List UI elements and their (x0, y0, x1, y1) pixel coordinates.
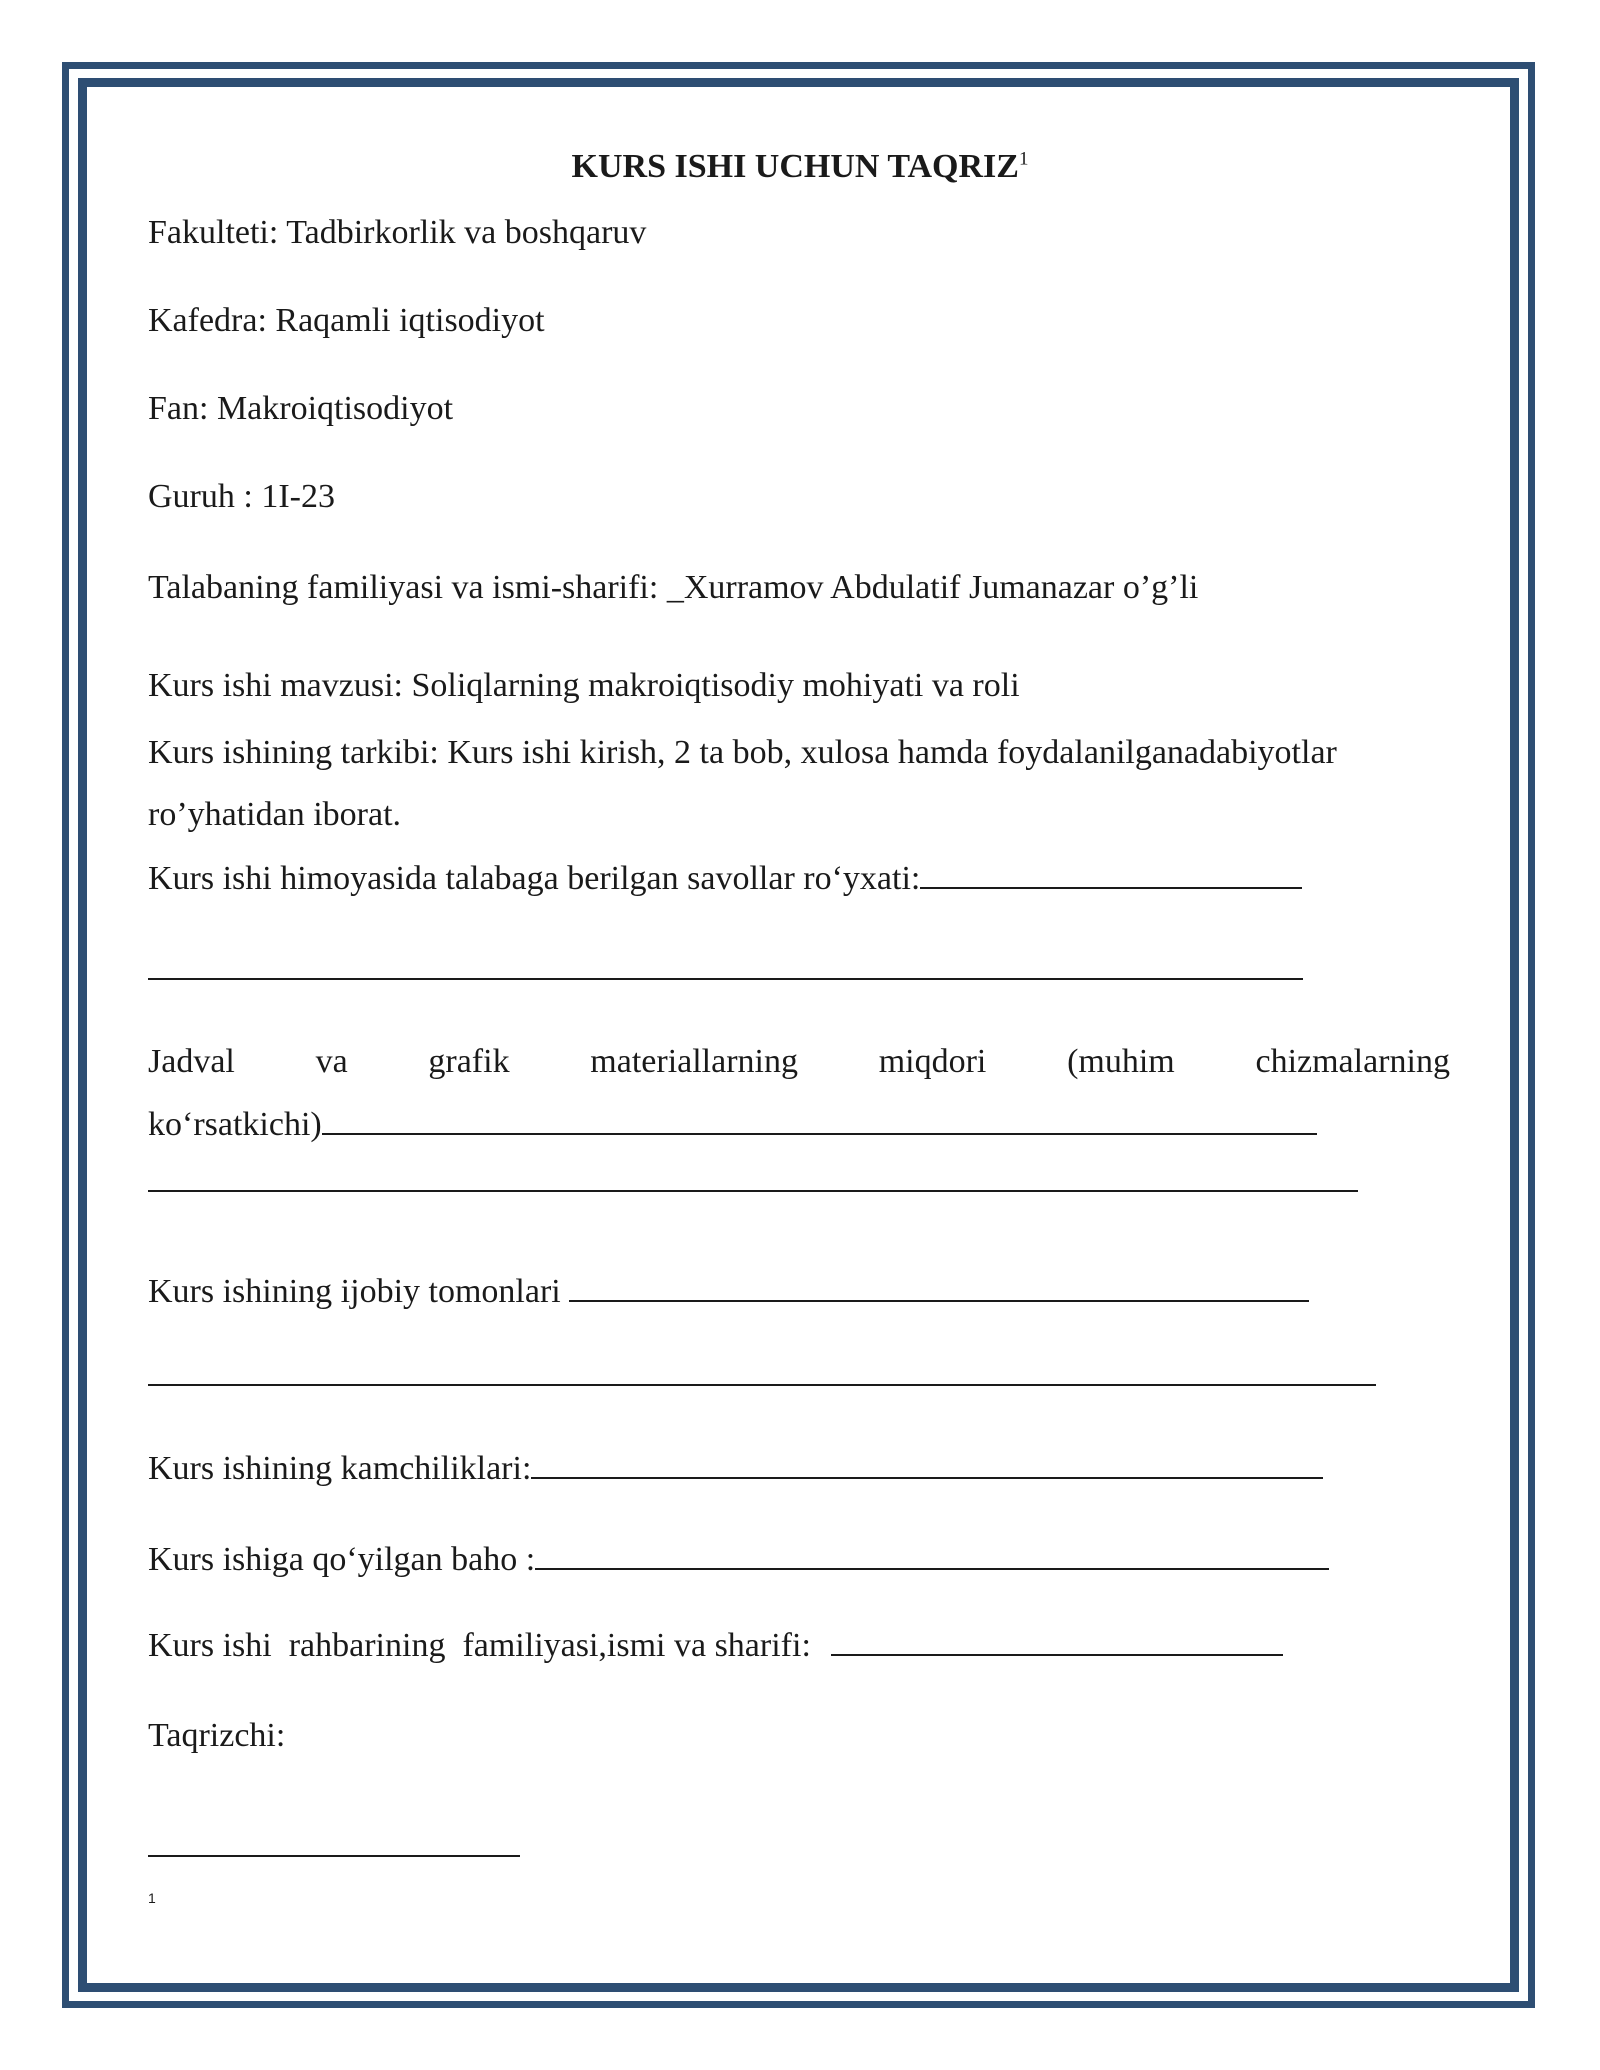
supervisor-field (148, 1624, 1283, 1666)
questions-label: Kurs ishi himoyasida talabaga berilgan savollar ro‘yxati: (148, 860, 921, 897)
shortcomings-label: Kurs ishining kamchiliklari: (148, 1450, 532, 1487)
tables-field-line1 (148, 1042, 1450, 1082)
faculty-field: Fakulteti: Tadbirkorlik va boshqaruv (148, 214, 647, 251)
student-name-field: Talabaning familiyasi va ismi-sharifi: _Xurramov Abdulatif Jumanazar o’g’li (148, 569, 1199, 606)
questions-field (148, 857, 1302, 899)
title-footnote-ref: 1 (1018, 148, 1029, 170)
shortcomings-field (148, 1447, 1323, 1489)
questions-blank[interactable] (920, 857, 1302, 889)
tables-word: miqdori (878, 1043, 987, 1080)
tables-word: materiallarning (590, 1043, 798, 1080)
tables-word: Jadval (148, 1043, 235, 1080)
shortcomings-blank[interactable] (531, 1447, 1323, 1479)
grade-field (148, 1538, 1329, 1580)
tables-word: chizmalarning (1255, 1043, 1450, 1080)
supervisor-blank[interactable] (831, 1624, 1283, 1656)
document-title (0, 148, 1600, 186)
topic-field: Kurs ishi mavzusi: Soliqlarning makroiqtisodiy mohiyati va roli (148, 667, 1020, 704)
tables-label-end: ko‘rsatkichi) (148, 1106, 322, 1143)
tables-blank-line2[interactable] (148, 1190, 1358, 1192)
questions-blank-line2[interactable] (148, 978, 1303, 980)
positive-aspects-blank[interactable] (569, 1270, 1309, 1302)
tables-word: (muhim (1067, 1043, 1175, 1080)
positive-aspects-blank-line2[interactable] (148, 1384, 1376, 1386)
positive-aspects-label: Kurs ishining ijobiy tomonlari (148, 1273, 561, 1310)
footnote-mark: 1 (148, 1890, 156, 1906)
title-text: KURS ISHI UCHUN TAQRIZ (571, 148, 1019, 185)
supervisor-label: Kurs ishi rahbarining familiyasi,ismi va sharifi: (148, 1627, 811, 1664)
grade-label: Kurs ishiga qo‘yilgan baho : (148, 1541, 536, 1578)
department-field: Kafedra: Raqamli iqtisodiyot (148, 302, 545, 339)
reviewer-signature-line[interactable] (148, 1855, 520, 1857)
reviewer-label: Taqrizchi: (148, 1717, 286, 1754)
tables-field-line2 (148, 1103, 1317, 1145)
tables-word: va (315, 1043, 348, 1080)
tables-blank[interactable] (322, 1103, 1317, 1135)
structure-field-line1: Kurs ishining tarkibi: Kurs ishi kirish, 2 ta bob, xulosa hamda foydalanilganadabiyotlar (148, 734, 1337, 771)
structure-field-line2: ro’yhatidan iborat. (148, 796, 402, 833)
group-field: Guruh : 1I-23 (148, 478, 335, 515)
subject-field: Fan: Makroiqtisodiyot (148, 390, 454, 427)
tables-word: grafik (428, 1043, 510, 1080)
grade-blank[interactable] (535, 1538, 1329, 1570)
positive-aspects-field (148, 1270, 1309, 1312)
page-border-inner (78, 78, 1519, 1992)
